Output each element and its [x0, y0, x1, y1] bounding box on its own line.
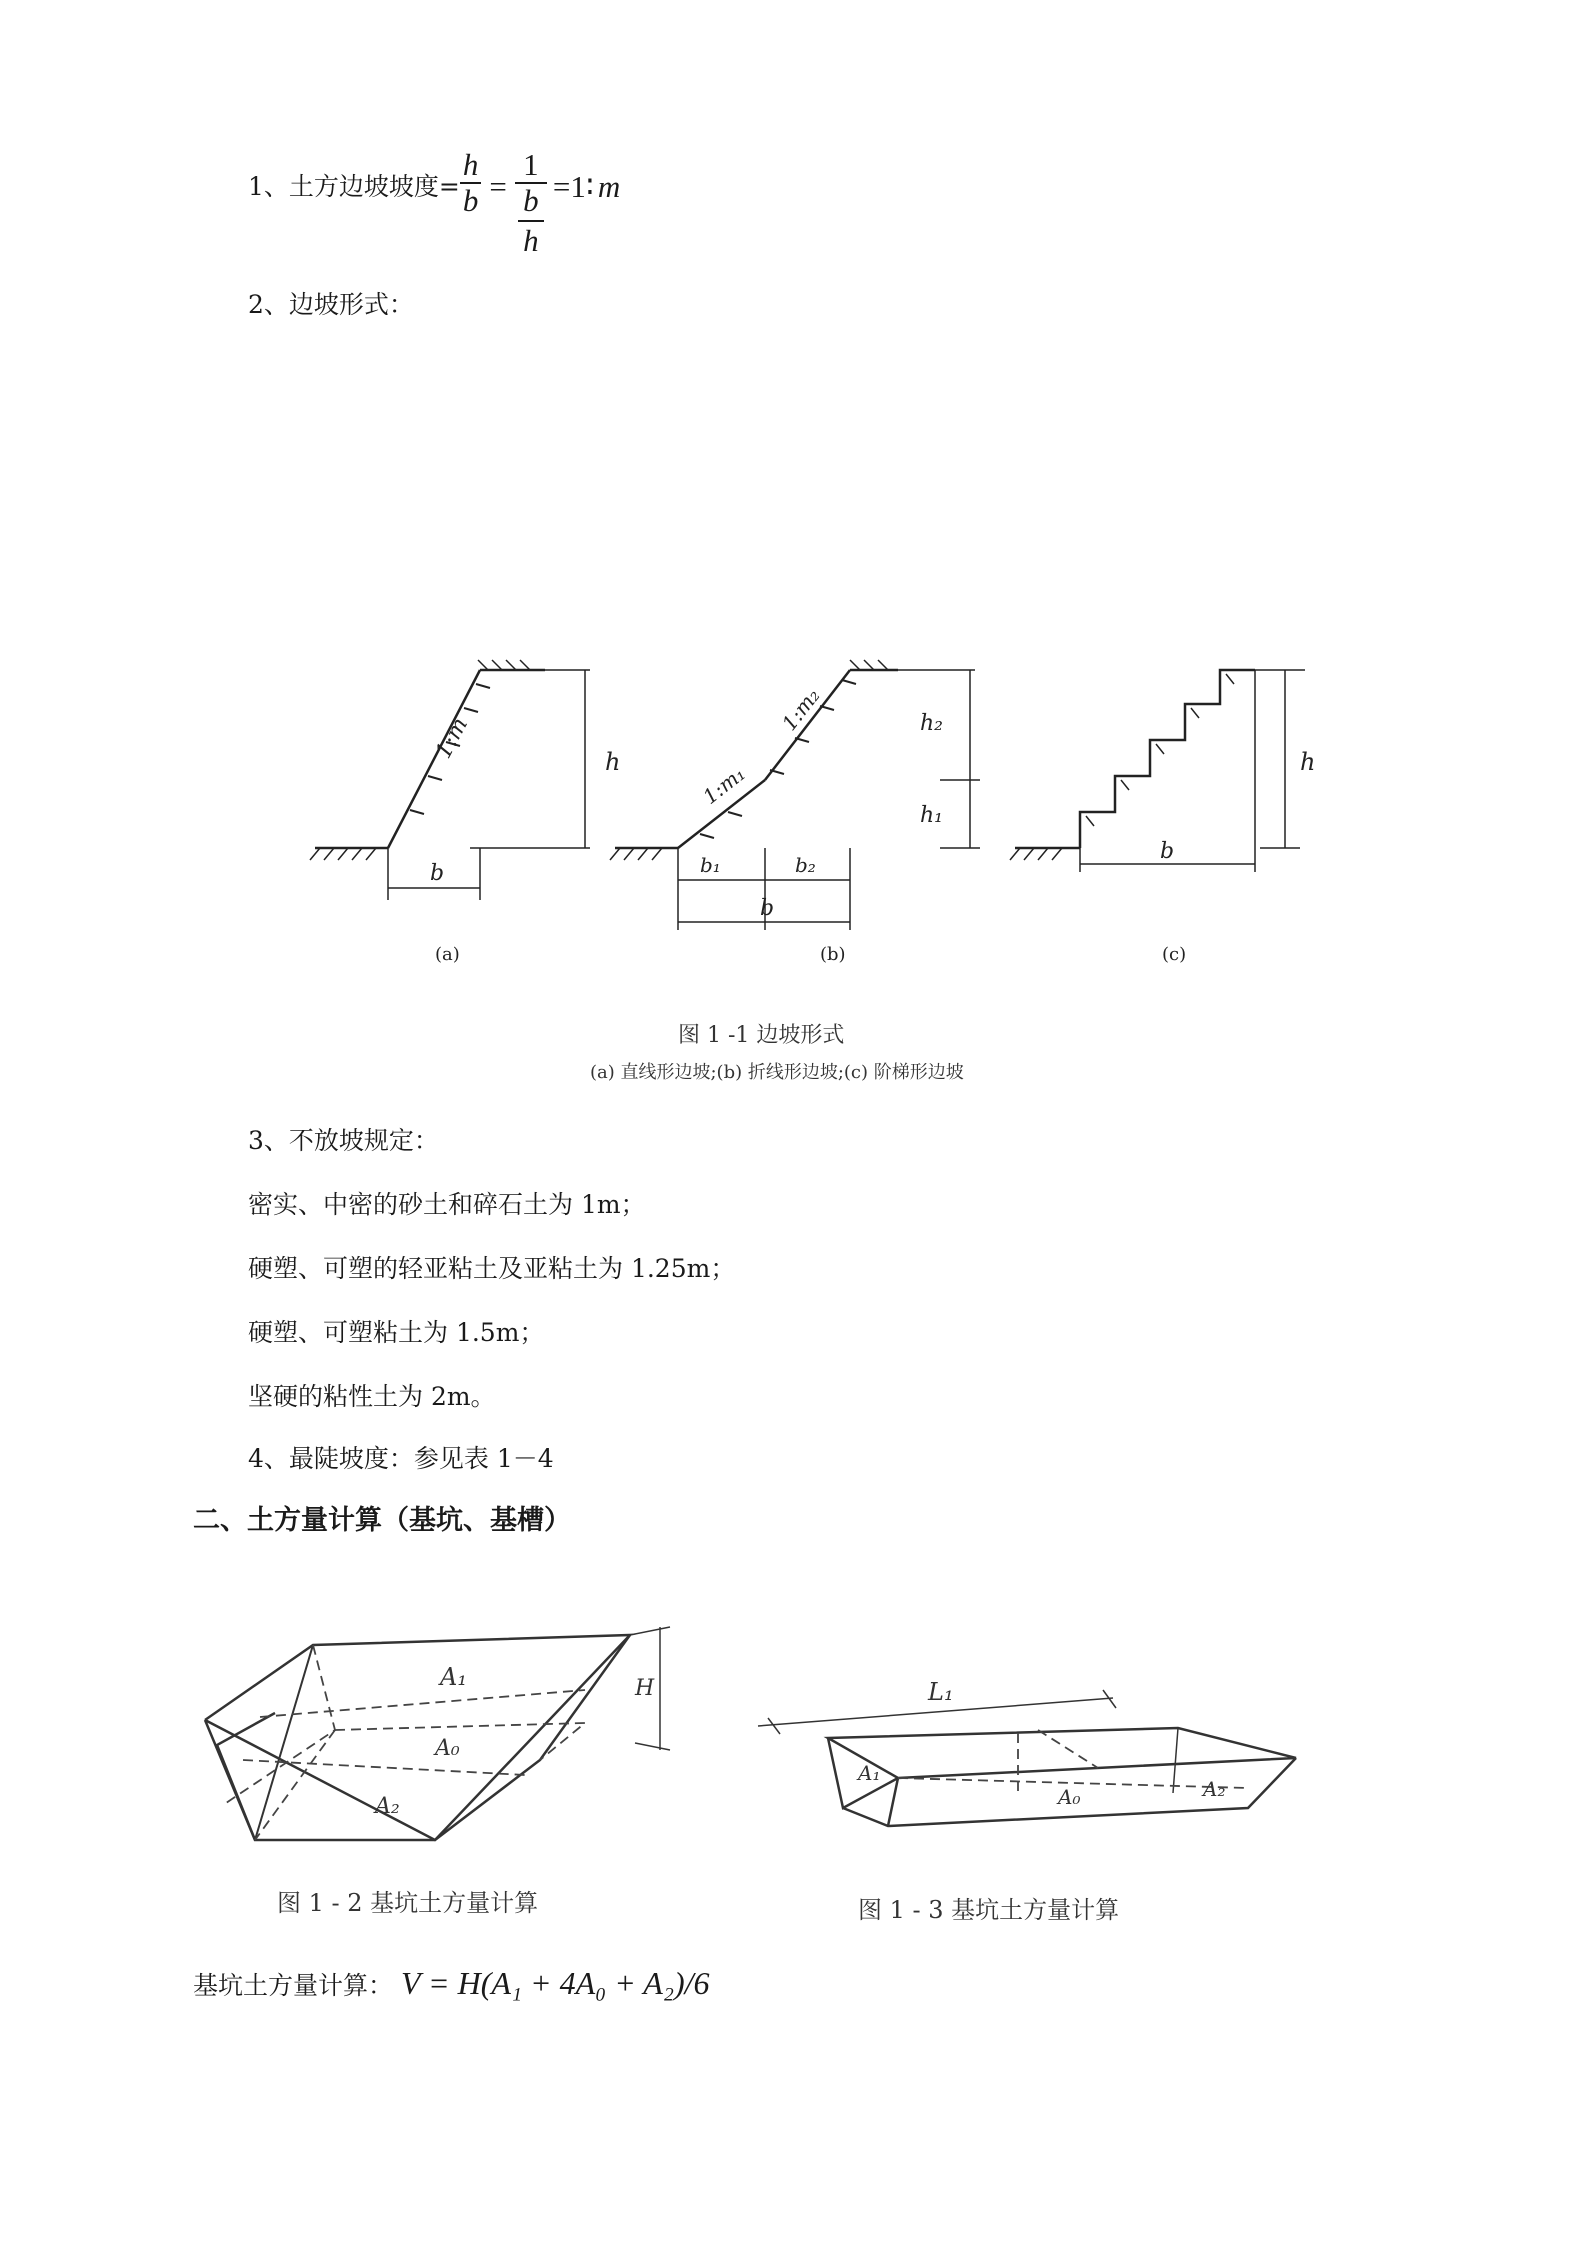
item3-line-2: 硬塑、可塑的轻亚粘土及亚粘土为 1.25m；: [248, 1254, 736, 1283]
fraction-1-over-b-h: [515, 148, 547, 258]
label-A2: A₂: [1203, 1777, 1226, 1801]
formula-expression: V = H(A₁ + 4A₀ + A₂)/6: [401, 1965, 710, 2001]
figure-1-1-slope-forms: [300, 640, 1320, 1100]
label-L1: L₁: [928, 1678, 954, 1706]
label-A2: A₂: [375, 1794, 400, 1819]
item3-title: 3、不放坡规定：: [248, 1126, 439, 1155]
frac-denominator-b: b: [462, 183, 479, 218]
item1-prefix: 1、土方边坡坡度=: [248, 172, 460, 201]
frac-denominator-b-over-h: [515, 184, 547, 258]
label-slope-b1: 1:m₁: [698, 761, 750, 809]
item4-steepest-slope: 4、最陡坡度：参见表 1－4: [248, 1444, 554, 1473]
item2-slope-forms: 2、边坡形式：: [248, 290, 414, 319]
label-h2-b: h₂: [920, 711, 943, 736]
label-A1: A₁: [440, 1663, 467, 1691]
figure-1-1-subtitle: (a) 直线形边坡;(b) 折线形边坡;(c) 阶梯形边坡: [590, 1062, 964, 1083]
item1-slope-formula: [248, 148, 620, 278]
figure-1-3-caption: 图 1 - 3 基坑土方量计算: [858, 1896, 1120, 1924]
label-slope-b2: 1:m₂: [777, 683, 825, 736]
item3-line-4: 坚硬的粘性土为 2m。: [248, 1382, 496, 1411]
label-A0: A₀: [1058, 1785, 1081, 1809]
label-b-a: b: [430, 861, 445, 886]
ratio-m: m: [597, 169, 621, 204]
figure-1-1-title: 图 1 -1 边坡形式: [678, 1023, 845, 1048]
label-b-c: b: [1160, 839, 1175, 864]
label-a: (a): [435, 944, 460, 965]
label-c: (c): [1162, 944, 1187, 965]
label-b2-b: b₂: [795, 853, 816, 877]
item3-line-3: 硬塑、可塑粘土为 1.5m；: [248, 1318, 545, 1347]
ratio-sign: =1∶: [552, 169, 594, 204]
formula-label: 基坑土方量计算：: [193, 1971, 394, 2000]
figure-1-2-pit: [195, 1615, 715, 1915]
label-h-a: h: [605, 748, 621, 776]
figure-1-3-trench: [748, 1668, 1318, 1938]
figure-1-2-caption: 图 1 - 2 基坑土方量计算: [277, 1889, 539, 1917]
frac-numerator-1: 1: [523, 147, 539, 182]
frac-numerator-h: h: [462, 147, 479, 182]
label-b1-b: b₁: [700, 853, 721, 877]
inner-denominator-h: h: [523, 223, 539, 258]
figure-1-2-drawing: [195, 1615, 715, 1915]
label-H: H: [635, 1676, 655, 1701]
formula-line: [193, 1966, 710, 2003]
item3-line-1: 密实、中密的砂土和碎石土为 1m；: [248, 1190, 646, 1219]
label-h-c: h: [1300, 748, 1316, 776]
label-b: (b): [820, 944, 846, 965]
inner-fraction-bar: [518, 220, 544, 222]
formula-body: [460, 148, 620, 258]
section2-title: 二、土方量计算（基坑、基槽）: [193, 1505, 571, 1536]
label-slope-a: 1:m: [431, 713, 474, 763]
fraction-h-over-b: [460, 148, 482, 218]
label-h1-b: h₁: [920, 803, 943, 828]
inner-numerator-b: b: [523, 183, 539, 218]
label-A0: A₀: [435, 1736, 460, 1761]
equals-sign: =: [489, 169, 507, 204]
label-b-b: b: [760, 896, 775, 921]
label-A1: A₁: [858, 1761, 881, 1785]
